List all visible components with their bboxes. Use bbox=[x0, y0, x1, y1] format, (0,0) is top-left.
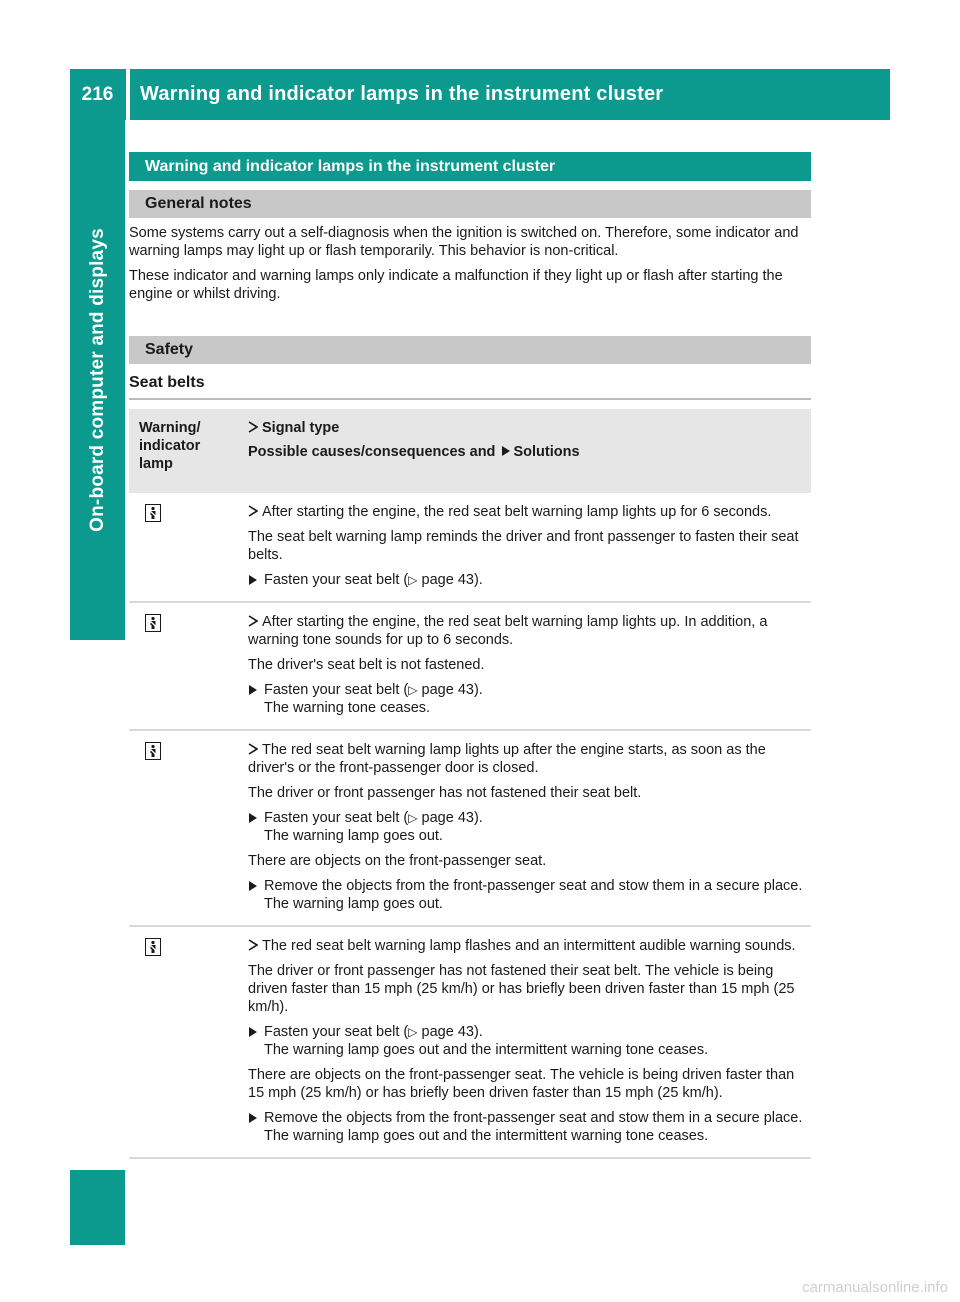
action-step bbox=[248, 571, 803, 589]
action-step bbox=[248, 809, 803, 845]
signal-description: After starting the engine, the red seat belt warning lamp lights up for 6 seconds. bbox=[262, 504, 772, 520]
table-row bbox=[129, 926, 811, 1158]
signal-icon bbox=[248, 613, 258, 631]
page-reference[interactable]: page 43). bbox=[421, 810, 483, 826]
action-arrow-icon bbox=[249, 1113, 257, 1123]
page-reference[interactable]: page 43). bbox=[421, 1024, 483, 1040]
action-arrow-icon bbox=[249, 813, 257, 823]
warning-lamp-table bbox=[129, 409, 811, 1159]
signal-type-header bbox=[248, 419, 803, 437]
action-step bbox=[248, 1109, 803, 1145]
signal-icon bbox=[248, 503, 258, 521]
signal-text bbox=[248, 741, 803, 777]
header-separator bbox=[126, 69, 130, 120]
seat-belts-heading: Seat belts bbox=[129, 374, 205, 391]
signal-text bbox=[248, 613, 803, 649]
cause-text: The driver's seat belt is not fastened. bbox=[248, 657, 485, 673]
action-text: Fasten your seat belt ( bbox=[264, 572, 409, 588]
causes-label: Possible causes/consequences and bbox=[248, 444, 496, 460]
seat-belt-icon bbox=[145, 504, 161, 522]
page-number: 216 bbox=[81, 83, 114, 105]
table-header-row bbox=[129, 409, 811, 493]
signal-icon bbox=[248, 419, 258, 437]
action-text: Fasten your seat belt ( bbox=[264, 682, 409, 698]
heading-rule bbox=[129, 392, 811, 400]
signal-description: The red seat belt warning lamp lights up after the engine starts, as soon as the driver's or the front-passenger door is closed. bbox=[248, 742, 766, 776]
action-text: Fasten your seat belt ( bbox=[264, 810, 409, 826]
action-text: Remove the objects from the front-passenger seat and stow them in a secure place. bbox=[264, 878, 803, 894]
table-row bbox=[129, 493, 811, 602]
main-content bbox=[129, 152, 811, 1159]
seat-belt-icon bbox=[145, 938, 161, 956]
general-notes-paragraph-2: These indicator and warning lamps only indicate a malfunction if they light up or flash after starting the engine or whilst driving. bbox=[129, 268, 783, 302]
header-title: Warning and indicator lamps in the instrument cluster bbox=[140, 83, 664, 105]
column-header-details bbox=[238, 409, 811, 493]
action-arrow-icon bbox=[249, 1027, 257, 1037]
page-ref-icon: ▷ bbox=[408, 1025, 418, 1039]
page-ref-icon: ▷ bbox=[408, 811, 418, 825]
action-text: Remove the objects from the front-passenger seat and stow them in a secure place. bbox=[264, 1110, 803, 1126]
solutions-arrow-icon bbox=[502, 446, 510, 456]
cause-text: The driver or front passenger has not fastened their seat belt. The vehicle is being driven faster than 15 mph (25 km/h) or has briefly been driven faster than 15 mph (25 km/h). bbox=[248, 963, 795, 1015]
seat-belt-icon bbox=[145, 742, 161, 760]
action-arrow-icon bbox=[249, 575, 257, 585]
page-reference[interactable]: page 43). bbox=[421, 572, 483, 588]
action-text: Fasten your seat belt ( bbox=[264, 1024, 409, 1040]
causes-solutions-header bbox=[248, 443, 803, 461]
solutions-label: Solutions bbox=[513, 444, 580, 460]
cause-text: There are objects on the front-passenger seat. bbox=[248, 853, 547, 869]
side-chapter-tab bbox=[70, 120, 125, 640]
result-text: The warning lamp goes out. bbox=[264, 896, 443, 912]
signal-type-label: Signal type bbox=[262, 420, 340, 436]
signal-description: After starting the engine, the red seat belt warning lamp lights up. In addition, a warning tone sounds for up to 6 seconds. bbox=[248, 614, 768, 648]
result-text: The warning tone ceases. bbox=[264, 700, 431, 716]
signal-text bbox=[248, 937, 803, 955]
side-chapter-label: On-board computer and displays bbox=[86, 228, 108, 532]
result-text: The warning lamp goes out. bbox=[264, 828, 443, 844]
safety-heading: Safety bbox=[129, 336, 811, 364]
general-notes-paragraph-1: Some systems carry out a self-diagnosis when the ignition is switched on. Therefore, some indicator and warning lamps may light up or flash temporarily. This behavior is non-critical. bbox=[129, 225, 799, 259]
action-arrow-icon bbox=[249, 685, 257, 695]
action-step bbox=[248, 877, 803, 913]
page-ref-icon: ▷ bbox=[408, 683, 418, 697]
result-text: The warning lamp goes out and the intermittent warning tone ceases. bbox=[264, 1128, 709, 1144]
action-step bbox=[248, 681, 803, 717]
signal-description: The red seat belt warning lamp flashes and an intermittent audible warning sounds. bbox=[262, 938, 796, 954]
table-row bbox=[129, 602, 811, 730]
seat-belt-icon bbox=[145, 614, 161, 632]
signal-text bbox=[248, 503, 803, 521]
side-tab-marker bbox=[70, 1170, 125, 1245]
action-arrow-icon bbox=[249, 881, 257, 891]
section-title: Warning and indicator lamps in the instrument cluster bbox=[129, 152, 811, 181]
signal-icon bbox=[248, 741, 258, 759]
page-ref-icon: ▷ bbox=[408, 573, 418, 587]
page-reference[interactable]: page 43). bbox=[421, 682, 483, 698]
cause-text: The driver or front passenger has not fastened their seat belt. bbox=[248, 785, 642, 801]
cause-text: The seat belt warning lamp reminds the driver and front passenger to fasten their seat belts. bbox=[248, 529, 799, 563]
general-notes-heading: General notes bbox=[129, 190, 811, 218]
column-header-lamp: Warning/ indicator lamp bbox=[129, 409, 238, 493]
result-text: The warning lamp goes out and the intermittent warning tone ceases. bbox=[264, 1042, 709, 1058]
footer-watermark: carmanualsonline.info bbox=[802, 1279, 948, 1296]
table-row bbox=[129, 730, 811, 926]
signal-icon bbox=[248, 937, 258, 955]
cause-text: There are objects on the front-passenger seat. The vehicle is being driven faster than 15 mph (25 km/h) or has briefly been driven faster than 15 mph (25 km/h). bbox=[248, 1067, 795, 1101]
action-step bbox=[248, 1023, 803, 1059]
